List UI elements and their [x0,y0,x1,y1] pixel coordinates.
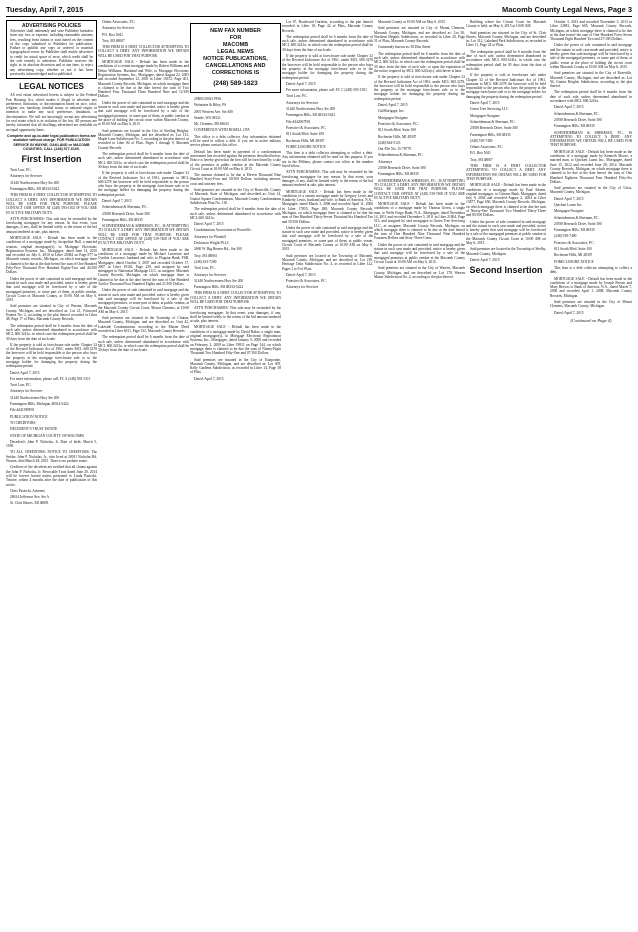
notice-paragraph: Mortgagee/Assignee [470,113,500,118]
notice-paragraph: MORTGAGE SALE - Default has been made in the conditions of a certain mortgage made by Gregory Lewis and Kimberly Lewis, husband and wife, to Bank of America, N.A., Mortgagee, dated March 3, 2006 and recorded April 11, 2006 in Liber 17855, Page 288, Macomb County Records, Michigan, on which mortgage there is claimed to be due the sum of One Hundred Thirty-Seven Thousand Six Hundred Ten and 55/100 Dollars. [282,189,373,224]
notice-paragraph: Farmington Hills, MI 48334-5422 [194,285,244,290]
notice-paragraph: Troy, MI 48007 [102,38,125,43]
notice-paragraph: Mortgagee/Assignee [554,209,584,214]
notice-paragraph: Said premises are located in the City of Sterling Heights, Macomb County, Michigan, and are described as: Lot 113, Maple Lane Subdivision No. 3, according to the plat thereof as recorded in Liber 82 of Plats, Pages 1 through 9, Macomb County Records. [98,128,189,150]
notice-paragraph: If the property is sold at foreclosure sale under Chapter 32 of the Revised Judicature Act of 1961, pursuant to MCL 600.3278 the borrower will be held responsible to the person who buys the property at the mortgage foreclosure sale or to the mortgage holder for damaging the property during the redemption period. [98,171,189,197]
notice-paragraph: Farmington Hills, MI 48334-5422 [286,113,336,118]
notice-paragraph: The redemption period shall be 6 months from the date of such sale, unless determined abandoned in accordance with MCL 600.3241a. [550,90,632,104]
notice-paragraph: Orlans Associates, P.C. [102,20,136,24]
notice-paragraph: Attorneys for Servicer [102,26,135,31]
notice-paragraph: 29R0C50041 FHA [194,97,222,101]
notice-paragraph: Building where the Circuit Court for Macomb County is held, on May 6, 2015 at 10:00 AM. [466,20,546,29]
notice-paragraph: 31440 Northwestern Hwy Ste 200 [194,278,244,283]
notice-paragraph: This firm is a debt collector attempting to collect a debt. [550,265,632,275]
notice-paragraph: MORTGAGE SALE - Default has been made in the conditions of a mortgage made by David Baker, a single man, original mortgagor(s), to Mortgage Electronic Registration Systems, Inc., Mortgagee, dated January 9, 2009 and recorded on February 2, 2009 in Liber 19811 on Page 144, on which mortgage there is claimed to be due the sum of Ninety-Eight Thousand Two Hundred Fifty-One and 07/100 Dollars. [190,325,281,356]
notice-paragraph: 23938 Research Drive, Suite 300 [470,126,518,131]
notice-paragraph: Said premises are situated in the City of Warren, Macomb County, Michigan, and are described as: Lot 178, Warren Manor Subdivision No. 2, according to the plat thereof. [374,266,465,279]
notice-paragraph: Said premises are located in the Township of Shelby, Macomb County, Michigan. [466,247,546,256]
notice-paragraph: Said premises are situated in the City of Eastpointe, Macomb County, Michigan, and are described as: Lot 309, Kelly Gardens Subdivision, as recorded in Liber 14, Page 38 of Plats. [190,357,281,375]
column-3 [190,20,281,925]
column-6-notices [466,20,546,262]
notice-paragraph: SCHNEIDERMAN & SHERMAN, P.C., IS ATTEMPTING TO COLLECT A DEBT. ANY INFORMATION WE OBTAIN WILL BE USED FOR THAT PURPOSE. PLEASE CONTACT OUR OFFICE AT (248) 539-7400 IF YOU ARE IN ACTIVE MILITARY DUTY. [98,224,189,246]
notice-paragraph: MORTGAGE SALE - Default has been made in the conditions of a mortgage made by Joseph Brown and Mary Brown, to Bank of America, N.A., dated March 7, 2008 and recorded April 1, 2008, Macomb County Records, Michigan. [550,276,632,298]
notice-paragraph: Farmington Hills, MI 48335 [102,217,143,222]
notice-paragraph: TO CREDITORS [10,420,36,425]
notice-paragraph: Commonly known as: 83 Elm Street [378,45,431,50]
notice-paragraph: ATTN PURCHASERS: This sale may be rescinded by the foreclosing mortgagee. In that event, your damages, if any, shall be limited solely to the return of the bid amount tendered at sale, plus interest. [190,306,281,324]
notice-paragraph: St. Clair Shores, MI 48081 [10,501,49,506]
notice-paragraph: Said premises are situated in the City of Roseville, County of Macomb, State of Michigan, and described as: Unit 14, Gratiot Square Condominium, Macomb County Condominium Subdivision Plan No. 118. [190,188,281,205]
notice-paragraph: The redemption period shall be 6 months from the date of such sale, unless determined abandoned in accordance with MCL 600.3241a, in which case the redemption period shall be 30 days from the date of such sale. [98,152,189,169]
page-header [6,3,632,15]
notice-paragraph: The redemption period shall be 6 months from the date of such sale, unless determined abandoned in accordance with MCL 600.3241a, in which case the redemption period shall be 30 days from the date of such sale. [98,335,189,353]
fax-line-6: CANCELLATIONS AND [205,63,266,69]
notice-paragraph: The redemption period shall be 6 months from the date of such sale, unless determined abandoned in accordance with MCL 600.3241a, in which case the redemption period shall be 30 days from the date of such sale. [466,49,546,71]
notice-paragraph: ATTN PURCHASERS: This sale may be rescinded by the foreclosing mortgagee for any reason. In that event, your damages, if any, shall be limited solely to the return of the bid amount tendered at sale, plus interest. [6,216,97,234]
notice-paragraph: (248) 844-5123 [378,140,401,145]
advertising-policies-box [6,20,97,79]
notice-paragraph: The redemption period shall be 6 months from the date of such sale, unless determined abandoned in accordance with MCL 600.3241a. [190,207,281,220]
first-insertion-heading: First Insertion [21,154,82,165]
notice-paragraph: Mt. Clemens, MI 48043 [194,122,229,127]
notice-paragraph: Under the power of sale contained in said mortgage and the statute in such case made and provided, notice is hereby given that said mortgage will be foreclosed by a sale of the mortgaged premises, or some part of them, at public venue, Circuit Court of Macomb County at 10:00 AM on May 6, 2015. [282,225,373,252]
fax-line-3: MACOMB [222,42,249,48]
fax-line-5: NOTICE PUBLICATIONS, [203,56,268,62]
notice-paragraph: The redemption period shall be 6 months from the date of such sale, unless determined abandoned in accordance with MCL 600.3241a, in which case the redemption period shall be 30 days from the date of such sale, or upon the expiration of the notice required by MCL 600.3241a(c), whichever is later. [374,51,465,73]
notice-paragraph: Schneiderman & Sherman, P.C. [102,205,148,210]
notice-paragraph: Mortgagee/Assignee [378,115,408,120]
notice-paragraph: Dickinson Wright PLLC [194,241,230,246]
notice-paragraph: Farmington Hills, Michigan 48334-5422 [10,402,69,407]
notice-paragraph: Dated: April 7, 2015 [554,105,584,110]
notice-paragraph: P.O. Box 5041 [470,151,491,156]
notice-paragraph: Rochester Hills, MI 48307 [554,253,593,258]
notice-paragraph: Dated: April 7, 2015 [554,196,584,201]
notice-paragraph: Chris Pasiecki, Attorney [10,488,46,493]
notice-paragraph: The redemption period shall be 6 months from the date of such sale, unless determined abandoned in accordance with MCL 600.3241a, in which case the redemption period shall be 30 days from the date of such sale. [282,34,373,52]
notice-paragraph: P.O. Box 5041 [102,32,123,37]
notice-paragraph: Said premises are situated in City of Warren, Macomb County, Michigan, and are described as: Lot 21, Fairwood Estates No. 2, according to the plat thereof recorded in Liber 48, Page 17 of Plats, Macomb County Records. [6,304,97,322]
notice-paragraph: CONFERENCE WITH ROSELL CPA [194,128,250,133]
notice-paragraph: Attorneys [378,159,393,164]
notice-paragraph: PUBLICATION NOTICE [10,414,48,419]
notice-paragraph: Macomb County at 10:00 AM on May 6, 2015. [378,20,446,24]
notice-paragraph: Dated: April 7, 2015 [286,81,316,86]
notice-paragraph: This office is a debt collector. Any information obtained will be used to collect a debt. If you are in active military service please contact this office. [190,134,281,148]
notice-paragraph: Attorneys for Servicer [10,389,43,394]
notice-paragraph: MORTGAGE SALE - Default has been made in the conditions of a mortgage made by Michael Lawrence and Cynthia Lawrence, husband and wife, to Flagstar Bank, FSB, Mortgagee, dated October 3, 2007 and recorded October 17, 2007 in Liber 19102, Page 229, and assigned by said mortgagee to Nationstar Mortgage LLC, as assignee, Macomb County Records, Michigan, on which mortgage there is claimed to be due at the date hereof the sum of One Hundred Twelve Thousand Four Hundred Eighty and 21/100 Dollars. [98,247,189,287]
notice-paragraph: (248) 539-7400 [554,234,577,239]
advertising-policies-title: ADVERTISING POLICIES [22,23,81,29]
notice-paragraph: 2600 W. Big Beaver Rd., Ste 300 [194,247,242,252]
notice-paragraph: Schneiderman & Sherman, P.C. [554,215,600,220]
second-insertion-heading: Second Insertion [469,265,543,276]
notice-paragraph: Rochester Hills, MI 48307 [378,134,417,139]
notice-paragraph: Troy, MI 48007 [470,157,493,162]
continued-note: (Continued on Page 4) [570,317,612,323]
column-7 [550,20,632,925]
notice-paragraph: Dated: April 7, 2015 [10,370,40,375]
notice-paragraph: Green Tree Servicing LLC [470,107,509,112]
notice-paragraph: Said premises are located in the Township of Macomb, Macomb County, Michigan, and are described as: Lot 218, Heritage Oaks Subdivision No. 4, as recorded in Liber 122, Pages 1 to 9 of Plats. [282,253,373,271]
column-6 [466,20,546,925]
notice-paragraph: 811 South Blvd. Suite 100 [286,132,324,137]
notice-paragraph: Farmington Hills, MI 48335 [378,172,419,177]
new-fax-number-box [190,23,281,93]
notice-paragraph: 811 South Blvd. Suite 100 [554,247,592,252]
column-2-notices [98,20,189,352]
notice-paragraph: Trott Law, P.C. [194,266,216,271]
notice-paragraph: Attorneys for Plaintiff [194,234,226,239]
notice-paragraph: CitiMortgage, Inc. [378,109,405,114]
column-5-notices [374,20,465,279]
notice-paragraph: 811 South Blvd. Suite 100 [378,128,416,133]
notice-paragraph: Dated: April 7, 2015 [194,222,224,227]
notice-paragraph: 23938 Research Drive, Suite 300 [102,211,150,216]
notice-paragraph: ATTN PURCHASERS: This sale may be rescinded by the foreclosing mortgagee for any reason. In that event, your damages, if any, shall be limited solely to the return of the bid amount tendered at sale, plus interest. [282,170,373,188]
fax-line-4: LEGAL NEWS [217,49,254,55]
notice-paragraph: For more information, please call: FC S (248) 593-1311 [10,376,91,381]
notice-paragraph: 23938 Research Drive, Suite 300 [378,166,426,171]
notice-paragraph: MORTGAGE SALE - Default has been made in the conditions of a certain mortgage made by Robert Williams and Debra Williams, Husband and Wife, to Mortgage Electronic Registration Systems, Inc., Mortgagee, dated August 22, 2005 and recorded September 12, 2005 in Liber 15672, Page 401, Macomb County Records, Michigan, on which mortgage there is claimed to be due at the date hereof the sum of Two Hundred Four Thousand Three Hundred Nine and 12/100 Dollars. [98,60,189,99]
notice-paragraph: (248) 433-7200 [194,259,217,264]
notice-paragraph: Under the power of sale contained in said mortgage and the statute in such case made and provided, notice is hereby given that said mortgage will be foreclosed by a sale of the mortgaged premises, or some part of them, at public vendue, Circuit Court of Macomb County, at 10:00 AM on May 6, 2015. [6,276,97,303]
notice-paragraph: Under the power of sale contained in said mortgage and the statute in such case made and provided, notice is hereby given that said mortgage will be foreclosed by a sale of the mortgaged premises, or some part of them, at public vendue at the place of holding the circuit court within Macomb County, at 10:00 AM on May 6, 2015. [98,100,189,127]
notice-paragraph: October 3, 2013 and recorded November 5, 2013 in Liber 22881, Page 605, Macomb County Records, Michigan, on which mortgage there is claimed to be due at the date hereof the sum of One Hundred Forty-Seven Thousand Eight Hundred Two and 27/100 Dollars. [550,20,632,42]
column-1-notices [6,168,97,506]
notice-paragraph: For more information, please call: FC C (248) 593-1301 [286,88,367,93]
notice-paragraph: Attorneys for Servicer [286,285,319,290]
notice-paragraph: Dated: April 7, 2015 [102,198,132,203]
issue-date: Tuesday, April 7, 2015 [6,4,84,14]
notice-paragraph: Potestivo & Associates, P.C. [378,121,419,126]
notice-paragraph: Under the power of sale contained in said mortgage and the statute in such case made and provided, notice is hereby given that said mortgage will be foreclosed by a sale of the mortgaged premises, or some part of them, at public venue at the place of holding the circuit court within Macomb County at 10:00 AM on May 6, 2015. [550,43,632,69]
notice-paragraph: SCHNEIDERMAN & SHERMAN, P.C., IS ATTEMPTING TO COLLECT A DEBT. ANY INFORMATION WE OBTAIN WILL BE USED FOR THAT PURPOSE. PLEASE CONTACT OUR OFFICE AT (248) 539-7400 IF YOU ARE IN ACTIVE MILITARY DUTY. [374,178,465,200]
notice-paragraph: Trott Law, P.C. [10,383,32,388]
notice-paragraph: MORTGAGE SALE - Default has been made in the conditions of a mortgage made by Kenneth Moore, a married man, to Quicken Loans Inc., Mortgagee, dated June 15, 2012 and recorded June 28, 2012, Macomb County Records, Michigan, on which mortgage there is claimed to be due at the date hereof the sum of One Hundred Eighteen Thousand Four Hundred Fifty-Six Dollars. [550,149,632,184]
notice-paragraph: Default has been made in payment of a condominium assessment lien recorded against the premises described below. Notice is hereby given that the lien will be foreclosed by a sale of the premises at public vendue at the Macomb County Circuit Court at 10:00 AM on May 6, 2015. [190,149,281,171]
notice-paragraph: Troy, MI 48084 [194,253,217,258]
column-7-notices [550,20,632,315]
notice-paragraph: File #442067F01 [286,119,311,124]
notice-paragraph: Farmington Hills, MI 48334-5422 [10,187,60,192]
notice-paragraph: File #441589F01 [10,408,35,413]
notice-paragraph: Weinstein & Riley, PS [194,103,227,108]
notice-paragraph: If the property is sold at foreclosure sale under Chapter 32 of the Revised Judicature Act of 1961, under MCL 600.3278 the borrower will be held responsible to the person who buys the property at the mortgage foreclosure sale or to the mortgage holder for damaging the property during the redemption period. [6,342,97,369]
notice-paragraph: Trott Law, P.C. [10,168,32,173]
notice-paragraph: Schneiderman & Sherman, P.C. [470,119,516,124]
notice-paragraph: Said premises are situated in the City of Roseville, Macomb County, Michigan, and are described as: Lot 94, Gratiot Heights Subdivision, according to the plat thereof. [550,71,632,89]
header-rule [6,16,632,17]
notice-paragraph: Dated: April 7, 2015 [470,257,500,262]
notice-paragraph: Lot 67, Boulevard Gardens, according to the plat thereof recorded in Liber 10, Page 42 of Plats, Macomb County Records. [282,20,373,33]
notice-paragraph: THIS FIRM IS A DEBT COLLECTOR ATTEMPTING TO COLLECT A DEBT. ANY INFORMATION WE OBTAIN WILL BE USED FOR THAT PURPOSE. [98,45,189,58]
notice-paragraph: 31440 Northwestern Hwy Ste 200 [10,395,60,400]
column-4-notices [282,20,373,290]
notice-paragraph: THIS FIRM IS A DEBT COLLECTOR ATTEMPTING TO COLLECT A DEBT. ANY INFORMATION WE OBTAIN WILL BE USED FOR THAT PURPOSE. [466,164,546,181]
notice-paragraph: Seattle, WA 98121 [194,115,221,120]
notice-paragraph: Dated: April 7, 2015 [378,103,408,108]
notice-paragraph: STATE OF MICHIGAN COUNTY OF MACOMB [10,433,84,438]
notice-paragraph: MORTGAGE SALE - Default has been made in the conditions of a mortgage made by Thomas Green, a single man, to Wells Fargo Bank, N.A., Mortgagee, dated November 14, 2011 and recorded December 5, 2011 in Liber 21004, Page 513, and assigned by said mortgagee to Green Tree Servicing LLC, as assignee, Macomb County Records, Michigan, on which mortgage there is claimed to be due at the date hereof the sum of One Hundred Nine Thousand Nine Hundred Fourteen Dollars and Sixty-Three Cents. [374,202,465,241]
notice-paragraph: Attorneys for Servicer [194,272,227,277]
notice-paragraph: Under the power of sale contained in said mortgage and the statute in such case made and provided, notice is hereby given that said mortgage will be foreclosed by a sale of the mortgaged premises at public vendue at the Macomb County Circuit Court at 10:00 AM on May 6, 2015. [374,242,465,264]
notice-paragraph: The redemption period shall be 6 months from the date of such sale, unless determined abandoned in accordance with MCL 600.3241a, in which case the redemption period shall be 30 days from the date of such sale. [6,323,97,341]
fax-line-2: FOR [229,35,242,41]
notice-paragraph: THIS FIRM IS A DEBT COLLECTOR ATTEMPTING TO COLLECT A DEBT. ANY INFORMATION WE OBTAIN WILL BE USED FOR THAT PURPOSE. [190,291,281,304]
notice-paragraph: MORTGAGE SALE - Default has been made in the conditions of a mortgage made by Jacqueline Hall, a married woman, original mortgagor(s), to Mortgage Electronic Registration Systems, Inc., Mortgagee, dated June 14, 2010 and recorded on July 6, 2010 in Liber 20384 on Page 877 in Macomb county records, Michigan, on which mortgage there is claimed to be due at the date hereof the sum of One Hundred Fifty-Five Thousand Five Hundred Eighty-Two and 44/100 Dollars. [6,235,97,275]
fax-line-7: CORRECTIONS IS [211,70,260,76]
notice-paragraph: Quicken Loans Inc. [554,202,583,207]
notice-paragraph: Our File No: 15-78779 [378,147,412,152]
notice-paragraph: Dated: April 7, 2015 [286,272,316,277]
notice-paragraph: Condominium Association of Roseville [194,228,251,233]
notice-paragraph: Said premises are situated in the City of Utica, Macomb County, Michigan. [550,186,632,195]
notice-paragraph: Farmington Hills, MI 48335 [470,132,511,137]
notice-paragraph: Dated: April 7, 2015 [554,310,584,315]
notice-paragraph: Said premises are situated in the Township of Clinton, Macomb County, Michigan, and are described as: Unit 42, Lakeside Condominium, according to the Master Deed recorded in Liber 6011, Page 512, Macomb County Records. [98,316,189,333]
notice-paragraph: If the property is sold at foreclosure sale under Chapter 32 of the Revised Judicature Act of 1961, pursuant to MCL 600.3278 the borrower will be held responsible to the person who buys the property at the mortgage foreclosure sale or to the mortgage holder for damaging the property during the redemption period. [466,73,546,99]
fax-phone-number: (248) 589-1823 [213,80,258,87]
notice-paragraph: Farmington Hills, MI 48335 [554,228,595,233]
notice-paragraph: If the property is sold at foreclosure sale under Chapter 32 of the Revised Judicature Act of 1961, under MCL 600.3278, the borrower will be held responsible to the person who buys the property at the mortgage foreclosure sale or to the mortgage holder for damaging the property during the redemption period. [374,75,465,101]
notice-paragraph: Dated: April 7, 2015 [194,376,224,381]
notice-paragraph: MORTGAGE SALE - Default has been made in the conditions of a mortgage made by Paul Adams, original mortgagor, to Citizens Bank, Mortgagee, dated July 9, 2004 and recorded August 2, 2004 in Liber 13877, Page 650, Macomb County Records, Michigan, on which mortgage there is claimed to be due the sum of Ninety-One Thousand Two Hundred Thirty-Three and 85/100 Dollars. [466,183,546,218]
notice-paragraph: 2001 Western Ave, Ste 400 [194,109,233,114]
notice-paragraph: Schneiderman & Sherman, P.C. [554,111,600,116]
notice-paragraph: Dated: April 7, 2015 [470,101,500,106]
column-1 [6,20,97,925]
notice-paragraph: 28614 Jefferson Ave, Ste A [10,495,50,500]
notice-paragraph: If the property is sold at foreclosure sale under Chapter 32 of the Revised Judicature Act of 1961, under MCL 600.3278 the borrower will be held responsible to the person who buys the property at the mortgage foreclosure sale or to the mortgage holder for damaging the property during the redemption period. [282,54,373,80]
notice-paragraph: Schneiderman & Sherman, P.C. [378,153,424,158]
notice-paragraph: Creditors of the decedent are notified that all claims against the John P. Nicholas, Jr. Revocable Trust dated June 20, 2014 will be forever barred unless presented to Linda Pasiecki, Trustee, within 4 months after the date of publication of this notice. [6,465,97,487]
fax-line-1: NEW FAX NUMBER [210,28,261,34]
notice-paragraph: Trott Law, P.C. [286,94,308,99]
legal-notices-title: LEGAL NOTICES [19,82,84,92]
notice-paragraph: 23938 Research Drive, Suite 300 [554,117,602,122]
notice-paragraph: Said premises are situated in City of Mount Clemens, Macomb County, Michigan, and are described as: Lot 50, Northern Heights Subdivision, as recorded in Liber 20, Page 31 of Plats, Macomb County Records. [374,26,465,44]
notice-paragraph: DECEDENT'S TRUST ESTATE [10,427,58,432]
publication-page: Macomb County Legal News, Page 3 [501,4,632,14]
notice-paragraph: The amount claimed to be due is Eleven Thousand Nine Hundred Sixty-Four and 30/100 Dollars, including interest, costs and attorney fees. [190,173,281,186]
notice-paragraph: FORECLOSURE NOTICE [554,259,594,264]
notice-paragraph: SCHNEIDERMAN & SHERMAN, P.C., IS ATTEMPTING TO COLLECT A DEBT. ANY INFORMATION WE OBTAIN WILL BE USED FOR THAT PURPOSE. [550,130,632,148]
notice-paragraph: Rochester Hills, MI 48307 [286,138,325,143]
notice-paragraph: Attorneys for Servicer [10,174,43,179]
notice-paragraph: FORECLOSURE NOTICE [286,144,326,149]
column-3-notices [190,97,281,381]
notice-paragraph: Decedent's John P. Nicholas, Jr. Date of birth: March 5, 1939. [6,439,97,449]
advertising-policies-body: Advertiser shall indemnify and save Publisher harmless from any loss or expense, including reasonable attorney fees, resulting from claims or suits based on the content of the copy submitted to Publisher for publication. Failure to publish any copy as ordered or material typographical errors by Publisher shall entitle advertiser to credit for actual space of error, which credit shall be the sole remedy to advertiser. Publisher reserves the right, at its absolute discretion and at any time, to reject any advertising copy, whether or not it has been previously acknowledged and/or published. [10,29,93,76]
notice-paragraph: Under the power of sale contained in said mortgage and the statute in such case made and provided, notice is hereby given that said mortgage will be foreclosed by a sale of the mortgaged premises, or some part of them, at public vendue, at the Macomb County Circuit Court, Mount Clemens, at 10:00 AM on May 6, 2015. [98,288,189,314]
notice-paragraph: Attorneys for Servicer [286,100,319,105]
notice-paragraph: 23938 Research Drive, Suite 300 [554,221,602,226]
notice-paragraph: Farmington Hills, MI 48335 [554,124,595,129]
column-5 [374,20,465,925]
notice-paragraph: Under the power of sale contained in said mortgage and the statute in such case made and provided, notice is hereby given that said mortgage will be foreclosed by a sale of the mortgaged premises at public vendue at the Macomb County Circuit Court at 10:00 AM on May 6, 2015. [466,219,546,246]
fair-housing-notice: All real estate advertised herein is subject to the Federal Fair Housing Act, which makes it illegal to advertise any preference, limitation, or discrimination based on race, color, religion, sex, handicap, familial status, or national origin, or intention to make any such preference, limitation, or discrimination. We will not knowingly accept any advertising for real estate which is in violation of the law. All persons are hereby informed that all dwellings advertised are available on an equal opportunity basis. [6,93,97,132]
notice-paragraph: 31440 Northwestern Hwy Ste 200 [286,107,336,112]
notice-paragraph: Said premises are situated in the City of Mount Clemens, Macomb County, Michigan. [550,300,632,309]
column-4 [282,20,373,925]
notice-paragraph: Said premises are situated in the City of St. Clair Shores, Macomb County, Michigan, and are described as: Lot 312, Lakeland Park Subdivision, as recorded in Liber 11, Page 24 of Plats. [466,30,546,48]
forms-availability-notice: Complete and up-to-date legal publication forms are available without charge. FOR PUBLICATION SERVICE IN WAYNE, OAKLAND or MACOMB COUNTIES, CALL (248) 577-6100. [6,133,97,151]
notice-paragraph: Potestivo & Associates, P.C. [286,125,327,130]
notice-paragraph: (248) 539-7400 [470,138,493,143]
notice-paragraph: This firm is a debt collector attempting to collect a debt. Any information obtained will be used for this purpose. If you are in the Military, please contact our office at the number listed below. [282,151,373,169]
notice-paragraph: THIS FIRM IS A DEBT COLLECTOR ATTEMPTING TO COLLECT A DEBT. ANY INFORMATION WE OBTAIN WILL BE USED FOR THAT PURPOSE. PLEASE CONTACT OUR OFFICE AT (248) 593-1302 IF YOU ARE IN ACTIVE MILITARY DUTY. [6,193,97,215]
notice-paragraph: 31440 Northwestern Hwy Ste 200 [10,180,60,185]
column-2 [98,20,189,925]
notice-paragraph: Potestivo & Associates, P.C. [554,240,595,245]
notice-paragraph: Potestivo & Associates, P.C. [286,279,327,284]
notice-paragraph: Orlans Associates, P.C. [470,145,504,150]
notice-paragraph: TO ALL CREDITORS: NOTICE TO CREDITORS: The Settlor, John P. Nicholas, Jr., who lived at 28011 Nicholas Rd, Warren, died March 28, 2015. There is no probate estate. [6,450,97,464]
